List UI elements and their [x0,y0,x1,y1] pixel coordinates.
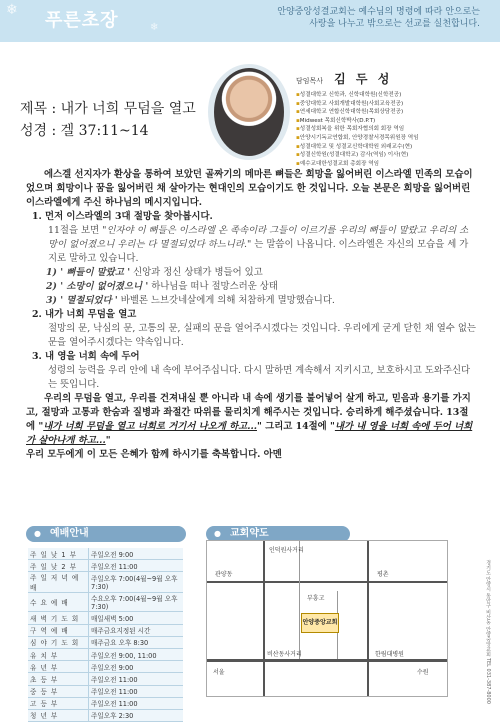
church-contact: 경기도 안양시 동안구 비산동 안양중앙교회 TEL 031-387-8000 [485,560,491,704]
title-label: 제목 : [20,101,61,117]
table-row [28,548,183,560]
table-row [28,648,183,660]
service-name: 중 등 부 [28,685,89,697]
service-name: 수 요 예 배 [28,593,89,612]
service-name: 주 일 낮 2 부 [28,560,89,572]
conclusion-paragraph [26,392,476,448]
sermon-title [20,98,196,120]
text-span: " 는 말씀이 나옵니다. 이스라엘은 자신의 모습을 세 가지로 말하고 있습니다. [48,239,469,264]
map-label-bottom: 비산동사거리 [267,651,302,658]
table-row [28,685,183,697]
map-road [299,541,300,659]
table-row [28,661,183,673]
snowflake-icon: ❄ [150,22,159,33]
motto-line-2: 사랑을 나누고 밖으로는 선교를 실천합니다. [309,19,480,29]
newsletter-logo: 푸른초장 [45,10,119,31]
text-span: " 그리고 14절에 " [256,421,335,432]
table-row [28,673,183,685]
map-label-west: 서울 [213,669,225,676]
scripture-quote: 내가 내 영을 너희 속에 두어 너희가 살아나게 하고... [26,421,473,446]
service-name: 주 일 저 녁 예 배 [28,572,89,593]
service-name: 초 등 부 [28,673,89,685]
worship-guide-heading [26,526,186,542]
scripture-label: 성경 : [20,123,61,139]
pastor-photo [214,68,284,156]
header-banner [0,0,500,42]
service-name: 청 년 부 [28,709,89,721]
closing-blessing: 우리 모두에게 이 모든 은혜가 함께 하시기를 축복합니다. 아멘 [26,449,282,460]
point-1-heading: 1. 먼저 이스라엘의 3대 절망을 찾아봅시다. [32,211,213,222]
list-item [46,280,476,294]
service-time: 주일오전 11:00 [89,685,184,697]
map-label-right: 평촌 [377,571,389,578]
map-label-top: 인덕원사거리 [269,547,304,554]
text-span: 11절을 보면 " [48,225,107,236]
career-item: ▪ Midwest 목회신학박사(D.P.T) [296,117,486,126]
title-text: 내가 너희 무덤을 열고 [60,101,196,117]
service-name: 심 야 기 도 회 [28,636,89,648]
table-row [28,709,183,721]
service-time: 주일오전 11:00 [89,560,184,572]
heading-text: 교회약도 [230,528,269,539]
list-text: 바벨론 느브갓네살에게 의해 처참하게 멸망했습니다. [117,295,335,306]
service-name: 새 벽 기 도 회 [28,612,89,624]
sermon-title-block [20,98,196,142]
table-row [28,593,183,612]
sermon-body [26,168,476,462]
map-road [263,541,265,696]
sermon-scripture [20,120,196,142]
service-time: 주일오후 7:00(4월~9월 오후 7:30) [89,572,184,593]
list-item [46,294,476,308]
church-location-marker: 안양중앙교회 [301,613,339,633]
scripture-quote: 내가 너희 무덤을 열고 너희로 거기서 나오게 하고... [43,421,257,432]
career-item: ▪ 예수교대한성결교회 총회장 역임 [296,160,486,169]
church-motto [180,6,480,30]
pastor-profile [296,68,486,168]
map-road [207,581,447,583]
table-row [28,624,183,636]
map-road [367,541,369,696]
table-row [28,572,183,593]
point-3-paragraph: 성령의 능력을 우리 안에 내 속에 부어주십니다. 다시 말하면 계속해서 지키시고, 보호하시고 도와주신다는 뜻입니다. [48,365,471,390]
list-key: 2) ' 소망이 없어졌으니 ' [46,281,149,292]
point-3-heading: 3. 내 영을 너희 속에 두어 [32,351,140,362]
service-time: 매주금요지정된 시간 [89,624,184,636]
pastor-career-list [296,91,486,168]
career-item: ▪ 성결성회복을 위한 목회자협의회 회장 역임 [296,125,486,134]
service-name: 고 등 부 [28,697,89,709]
snowflake-icon: ❄ [6,2,18,18]
table-row [28,697,183,709]
list-key: 3) ' 멸절되었다 ' [46,295,118,306]
service-name: 유 년 부 [28,661,89,673]
intro-paragraph: 에스겔 선지자가 환상을 통하여 보았던 골짜기의 메마른 뼈들은 희망을 잃어버린 이스라엘 민족의 모습이었으며 희망이나 꿈을 잃어버린 채 살아가는 현대인의 모습이기도 한 것입니다. 오늘 본문은 희망을 잃어버린 이스라엘에게 주신 하나님의 메시지입니다. [26,169,473,208]
career-item: ▪ 성결대학교 신학과, 신학대학원(신학전공) [296,91,486,100]
worship-schedule-table [28,548,183,722]
list-item [46,266,476,280]
list-text: 신앙과 정신 상태가 병들어 있고 [130,267,263,278]
service-time: 매주금요 오후 8:30 [89,636,184,648]
table-row [28,612,183,624]
map-road [207,659,447,662]
point-2-heading: 2. 내가 너희 무덤을 열고 [32,309,137,320]
service-time: 주일오전 11:00 [89,697,184,709]
church-location-map [206,540,448,697]
service-time: 수요오후 7:00(4월~9월 오후 7:30) [89,593,184,612]
motto-line-1: 안양중앙성결교회는 예수님의 명령에 따라 안으로는 [277,7,480,17]
service-time: 주일오전 9:00 [89,661,184,673]
map-label-left: 관양동 [215,571,233,578]
text-span: " [105,435,111,446]
service-time: 주일오전 9:00 [89,548,184,560]
service-name: 주 일 낮 1 부 [28,548,89,560]
map-label-hospital: 한림대병원 [375,651,404,658]
heading-text: 예배안내 [50,528,89,539]
service-time: 주일오후 2:30 [89,709,184,721]
scripture-text: 겔 37:11~14 [60,123,149,139]
pastor-name: 김 두 성 [334,72,393,86]
list-key: 1) ' 뼈들이 말랐고 ' [46,267,131,278]
service-name: 구 역 예 배 [28,624,89,636]
career-item: ▪ 중앙대학교 사회개발대학원(사회교육전공) [296,100,486,109]
table-row [28,636,183,648]
service-time: 매일새벽 5:00 [89,612,184,624]
table-row [28,560,183,572]
career-item: ▪ 안양시기독교연합회, 안양경찰서경목위원장 역임 [296,134,486,143]
career-item: ▪ 연세대학교 연합신학대학원(목회상담전공) [296,108,486,117]
career-item: ▪ 성결신학원(성결대학교) 감사(역임) 이사(현) [296,151,486,160]
service-time: 주일오전 9:00, 11:00 [89,648,184,660]
map-label-east: 수원 [417,669,429,676]
list-text: 하나님을 떠나 절망스러운 상태 [148,281,278,292]
map-label-school: 부흥고 [307,595,325,602]
scripture-quote: 인자야 이 뼈들은 이스라엘 온 족속이라 그들이 이르기를 우리의 뼈들이 말랐고 우리의 소망이 없어졌으니 우리는 다 멸절되었다 하느니라. [48,225,469,250]
point-1-paragraph [48,224,476,266]
pastor-label: 담임목사 [296,77,324,85]
point-2-paragraph: 절망의 문, 낙심의 문, 고통의 문, 실패의 문을 열어주시겠다는 것입니다. 우리에게 굳게 닫힌 채 열수 없는 문을 열어주시겠다는 약속입니다. [48,323,476,348]
service-name: 유 치 부 [28,648,89,660]
service-time: 주일오전 11:00 [89,673,184,685]
career-item: ▪ 성결대학교 및 성결교신학대학원 외래교수(현) [296,143,486,152]
text-span: 우리의 무덤을 열고, 우리를 건져내실 뿐 아니라 내 속에 생기를 불어넣어 살게 하고, 믿음과 용기를 가지고, 절망과 고통과 한숨과 질병과 좌절간 따위를 물리치게 해주시는 것입니다. 승리하게 해주셨습니다. 13절에 " [26,393,471,432]
